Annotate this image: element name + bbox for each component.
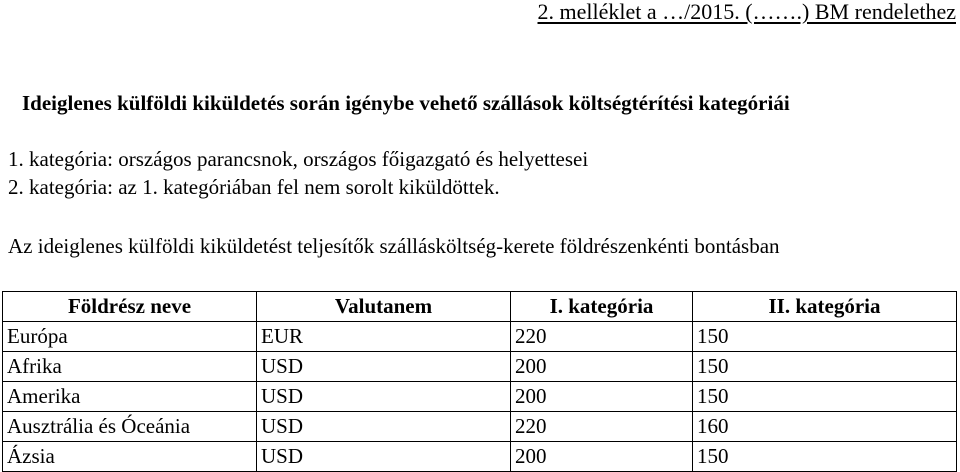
cell-continent: Ausztrália és Óceánia [3,412,257,442]
cell-category-2: 150 [693,352,957,382]
category-1-definition: 1. kategória: országos parancsnok, országos főigazgató és helyettesei [8,147,589,171]
cell-category-1: 200 [511,352,693,382]
cell-category-1: 220 [511,322,693,352]
table-row [3,322,957,352]
table-row [3,442,957,472]
cell-category-2: 150 [693,442,957,472]
cell-continent: Amerika [3,382,257,412]
table-intro: Az ideiglenes külföldi kiküldetést teljesítők szállásköltség-kerete földrészenkénti bontásban [8,234,780,258]
table-row [3,412,957,442]
table-row [3,382,957,412]
accommodation-rates-table [2,291,957,472]
cell-currency: EUR [257,322,511,352]
cell-currency: USD [257,352,511,382]
category-2-definition: 2. kategória: az 1. kategóriában fel nem sorolt kiküldöttek. [8,175,500,199]
cell-category-1: 220 [511,412,693,442]
cell-category-2: 150 [693,382,957,412]
cell-currency: USD [257,412,511,442]
cell-category-1: 200 [511,382,693,412]
table-row [3,352,957,382]
document-title: Ideiglenes külföldi kiküldetés során igénybe vehető szállások költségtérítési kategóriái [22,91,790,115]
cell-continent: Ázsia [3,442,257,472]
cell-currency: USD [257,382,511,412]
cell-category-2: 150 [693,322,957,352]
cell-continent: Európa [3,322,257,352]
table-header-row [3,292,957,322]
header-category-2: II. kategória [693,292,957,322]
header-currency: Valutanem [257,292,511,322]
cell-category-2: 160 [693,412,957,442]
cell-continent: Afrika [3,352,257,382]
header-category-1: I. kategória [511,292,693,322]
cell-category-1: 200 [511,442,693,472]
annex-reference: 2. melléklet a …/2015. (…….) BM rendelethez [537,0,956,24]
cell-currency: USD [257,442,511,472]
header-continent: Földrész neve [3,292,257,322]
